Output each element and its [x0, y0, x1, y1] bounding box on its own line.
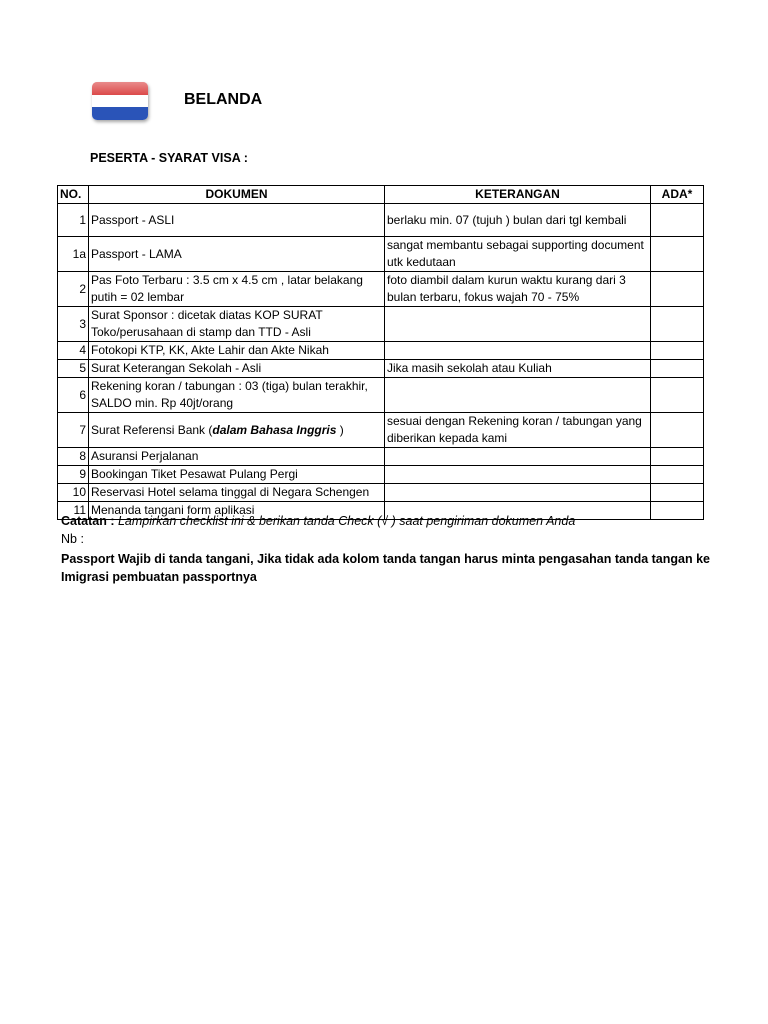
- row-number: 5: [58, 360, 89, 378]
- row-dokumen: Asuransi Perjalanan: [89, 448, 385, 466]
- row-ada-checkbox[interactable]: [651, 342, 704, 360]
- table-row: [58, 466, 704, 484]
- row-dokumen: Pas Foto Terbaru : 3.5 cm x 4.5 cm , latar belakang putih = 02 lembar: [89, 272, 385, 307]
- row-dokumen: Surat Sponsor : dicetak diatas KOP SURAT Toko/perusahaan di stamp dan TTD - Asli: [89, 307, 385, 342]
- row-keterangan: foto diambil dalam kurun waktu kurang dari 3 bulan terbaru, fokus wajah 70 - 75%: [385, 272, 651, 307]
- row-number: 1: [58, 204, 89, 237]
- table-row: [58, 237, 704, 272]
- table-row: [58, 204, 704, 237]
- row-number: 8: [58, 448, 89, 466]
- row-keterangan: berlaku min. 07 (tujuh ) bulan dari tgl kembali: [385, 204, 651, 237]
- column-header-dokumen: DOKUMEN: [89, 186, 385, 204]
- table-row: [58, 448, 704, 466]
- row-ada-checkbox[interactable]: [651, 466, 704, 484]
- nb-label: Nb :: [61, 532, 84, 546]
- row-number: 11: [58, 502, 89, 520]
- row-keterangan: [385, 307, 651, 342]
- table-row: [58, 342, 704, 360]
- netherlands-flag-icon: [92, 82, 148, 120]
- flag-gloss: [92, 82, 148, 99]
- passport-signature-note: Passport Wajib di tanda tangani, Jika tidak ada kolom tanda tangan harus minta pengasahan tanda tangan ke Imigrasi pembuatan passportnya: [61, 552, 710, 584]
- row-keterangan: [385, 484, 651, 502]
- dokumen-text: Surat Referensi Bank (: [91, 422, 213, 437]
- row-dokumen: Passport - ASLI: [89, 204, 385, 237]
- row-keterangan: [385, 448, 651, 466]
- row-number: 1a: [58, 237, 89, 272]
- document-checklist-table: [57, 185, 704, 520]
- table-row: [58, 272, 704, 307]
- catatan-text: Lampirkan checklist ini & berikan tanda Check (√ ) saat pengiriman dokumen Anda: [114, 514, 576, 528]
- row-dokumen: Fotokopi KTP, KK, Akte Lahir dan Akte Nikah: [89, 342, 385, 360]
- row-keterangan: sangat membantu sebagai supporting document utk kedutaan: [385, 237, 651, 272]
- row-number: 9: [58, 466, 89, 484]
- column-header-keterangan: KETERANGAN: [385, 186, 651, 204]
- row-ada-checkbox[interactable]: [651, 378, 704, 413]
- row-dokumen: Rekening koran / tabungan : 03 (tiga) bulan terakhir, SALDO min. Rp 40jt/orang: [89, 378, 385, 413]
- table-row: [58, 307, 704, 342]
- row-ada-checkbox[interactable]: [651, 237, 704, 272]
- column-header-ada: ADA*: [651, 186, 704, 204]
- row-number: 2: [58, 272, 89, 307]
- page-title: BELANDA: [184, 91, 263, 108]
- row-number: 4: [58, 342, 89, 360]
- row-ada-checkbox[interactable]: [651, 413, 704, 448]
- row-ada-checkbox[interactable]: [651, 484, 704, 502]
- row-number: 7: [58, 413, 89, 448]
- table-row: [58, 378, 704, 413]
- section-subtitle: PESERTA - SYARAT VISA :: [90, 151, 248, 165]
- row-dokumen: Passport - LAMA: [89, 237, 385, 272]
- row-dokumen: Bookingan Tiket Pesawat Pulang Pergi: [89, 466, 385, 484]
- row-number: 3: [58, 307, 89, 342]
- dokumen-text-suffix: ): [336, 422, 344, 437]
- dokumen-emphasis: dalam Bahasa Inggris: [212, 422, 337, 437]
- row-dokumen: Menanda tangani form aplikasi: [89, 502, 385, 520]
- table-row: [58, 484, 704, 502]
- table-row: [58, 360, 704, 378]
- row-ada-checkbox[interactable]: [651, 307, 704, 342]
- row-number: 10: [58, 484, 89, 502]
- row-keterangan: sesuai dengan Rekening koran / tabungan yang diberikan kepada kami: [385, 413, 651, 448]
- column-header-no: NO.: [58, 186, 89, 204]
- row-dokumen: Reservasi Hotel selama tinggal di Negara Schengen: [89, 484, 385, 502]
- row-ada-checkbox[interactable]: [651, 204, 704, 237]
- table-header-row: [58, 186, 704, 204]
- row-ada-checkbox[interactable]: [651, 272, 704, 307]
- row-keterangan: Jika masih sekolah atau Kuliah: [385, 360, 651, 378]
- row-ada-checkbox[interactable]: [651, 448, 704, 466]
- row-ada-checkbox[interactable]: [651, 502, 704, 520]
- row-dokumen: [89, 413, 385, 448]
- catatan-label: Catatan :: [61, 514, 115, 528]
- row-dokumen: Surat Keterangan Sekolah - Asli: [89, 360, 385, 378]
- flag-band-blue: [92, 107, 148, 120]
- row-keterangan: [385, 378, 651, 413]
- table-row: [58, 413, 704, 448]
- catatan-note: [61, 514, 575, 528]
- row-keterangan: [385, 466, 651, 484]
- row-number: 6: [58, 378, 89, 413]
- row-ada-checkbox[interactable]: [651, 360, 704, 378]
- row-keterangan: [385, 342, 651, 360]
